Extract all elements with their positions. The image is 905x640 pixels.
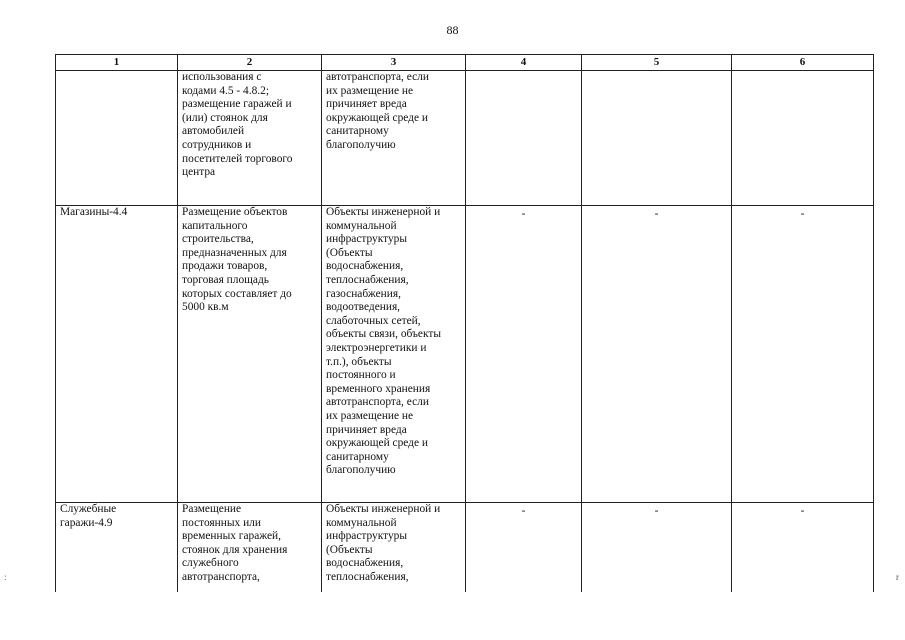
cell-auxiliary-uses: Объекты инженерной и коммунальной инфраструктуры (Объекты водоснабжения, теплоснабжения,: [322, 503, 466, 593]
table-row-continued: [56, 71, 874, 206]
cell-col-6: [732, 71, 874, 206]
cell-col-5: -: [582, 206, 732, 503]
cell-col-6: -: [732, 206, 874, 503]
column-header-2: 2: [178, 55, 322, 71]
table-row-service-garages: [56, 503, 874, 593]
cell-auxiliary-uses: автотранспорта, если их размещение не причиняет вреда окружающей среде и санитарному благополучию: [322, 71, 466, 206]
cell-use-description: Размещение объектов капитального строительства, предназначенных для продажи товаров, торговая площадь которых составляет до 5000 кв.м: [178, 206, 322, 503]
page-number: 88: [446, 23, 459, 37]
column-header-3: 3: [322, 55, 466, 71]
land-use-table: [55, 54, 874, 592]
cell-use-description: использования с кодами 4.5 - 4.8.2; размещение гаражей и (или) стоянок для автомобилей сотрудников и посетителей торгового центра: [178, 71, 322, 206]
left-edge-mark: :: [4, 572, 7, 582]
cell-use-type: [56, 71, 178, 206]
table-header-row: [56, 55, 874, 71]
table-row-shops: [56, 206, 874, 503]
cell-col-4: -: [466, 503, 582, 593]
cell-col-5: [582, 71, 732, 206]
cell-col-5: -: [582, 503, 732, 593]
column-header-6: 6: [732, 55, 874, 71]
column-header-4: 4: [466, 55, 582, 71]
cell-use-type: Служебные гаражи-4.9: [56, 503, 178, 593]
cell-col-6: -: [732, 503, 874, 593]
right-edge-mark: r: [896, 572, 899, 582]
column-header-5: 5: [582, 55, 732, 71]
cell-auxiliary-uses: Объекты инженерной и коммунальной инфраструктуры (Объекты водоснабжения, теплоснабжения, газоснабжения, водоотведения, слаботочных сетей, объекты связи, объекты электроэнергетики и т.п.), объекты постоянного и временного хранения автотранспорта, если их размещение не причиняет вреда окружающей среде и санитарному благополучию: [322, 206, 466, 503]
cell-use-description: Размещение постоянных или временных гаражей, стоянок для хранения служебного автотранспорта,: [178, 503, 322, 593]
column-header-1: 1: [56, 55, 178, 71]
cell-col-4: -: [466, 206, 582, 503]
cell-use-type: Магазины-4.4: [56, 206, 178, 503]
cell-col-4: [466, 71, 582, 206]
